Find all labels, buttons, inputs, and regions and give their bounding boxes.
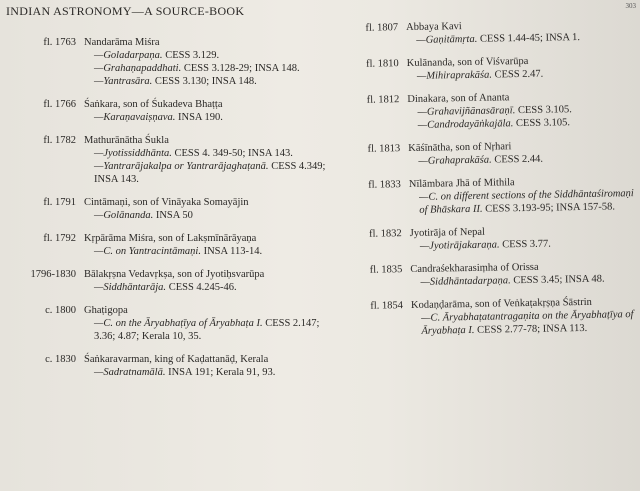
entry-date: fl. 1854	[370, 300, 404, 312]
astronomer-entry	[6, 36, 326, 88]
entry-date: fl. 1835	[369, 264, 403, 276]
work-reference	[418, 151, 640, 168]
work-title: —C. on the Āryabhaṭīya of Āryabhaṭa I.	[94, 318, 263, 329]
citation: CESS 1.44-45; INSA 1.	[477, 32, 581, 45]
citation: CESS 3.77.	[499, 238, 551, 251]
entry-date: fl. 1782	[43, 135, 76, 146]
citation: CESS 3.45; INSA 48.	[510, 273, 605, 287]
work-title: —C. Āryabhaṭatantragaṇita on the Āryabhaṭīya of Āryabhaṭa I.	[421, 309, 634, 337]
right-column	[352, 17, 640, 349]
citation: INSA 50	[153, 210, 193, 221]
entry-name: Kṛpārāma Miśra, son of Lakṣmīnārāyaṇa	[84, 233, 257, 244]
work-reference	[94, 147, 326, 160]
entry-name: Ghaṭigopa	[84, 305, 128, 316]
entry-date: fl. 1812	[366, 94, 400, 106]
entry-name: Dinakara, son of Ananta	[407, 92, 510, 106]
work-title: —Yantrarājakalpa or Yantrarājaghaṭanā.	[94, 161, 269, 172]
entry-name: Kodaṇḍarāma, son of Veṅkaṭakṛṣṇa Śāstrin	[410, 296, 592, 312]
work-title: —Sadratnamālā.	[94, 367, 166, 378]
work-title: —Karaṇavaiṣṇava.	[94, 112, 176, 123]
entry-name: Candraśekharasiṃha of Orissa	[410, 261, 539, 276]
citation: CESS 4.245-46.	[166, 282, 237, 293]
entry-name: Nīlāmbara Jhā of Mithila	[408, 177, 515, 191]
citation: CESS 3.128-29; INSA 148.	[181, 63, 300, 74]
work-reference	[94, 245, 326, 258]
page-number: 303	[625, 2, 636, 10]
work-title: —Jyotissiddhānta.	[94, 148, 172, 159]
work-reference	[94, 160, 326, 186]
astronomer-entry	[355, 174, 640, 218]
citation: CESS 2.77-78; INSA 113.	[474, 322, 588, 336]
astronomer-entry	[353, 53, 640, 84]
work-reference	[94, 281, 326, 294]
work-reference	[94, 111, 326, 124]
astronomer-entry	[6, 232, 326, 258]
entry-name: Mathurānātha Śukla	[84, 135, 169, 146]
astronomer-entry	[357, 295, 640, 339]
entry-date: c. 1830	[45, 354, 76, 365]
astronomer-entry	[356, 259, 640, 290]
entry-date: fl. 1792	[43, 233, 76, 244]
entry-date: fl. 1807	[365, 22, 399, 34]
citation: CESS 3.105.	[513, 117, 571, 130]
entry-date: fl. 1813	[367, 143, 401, 155]
citation: CESS 2.44.	[491, 153, 544, 166]
citation: INSA 190.	[175, 112, 223, 123]
work-reference	[94, 75, 326, 88]
work-title: —C. on different sections of the Siddhāntaśiromaṇi of Bhāskara II.	[418, 188, 634, 216]
citation: CESS 2.47.	[491, 68, 544, 81]
citation: INSA 191; Kerala 91, 93.	[165, 367, 276, 378]
work-title: —Mihiraprakāśa.	[416, 69, 493, 82]
work-title: —Siddhāntarāja.	[94, 282, 167, 293]
entry-name: Śaṅkara, son of Śukadeva Bhaṭṭa	[84, 99, 223, 110]
running-header: INDIAN ASTRONOMY—A SOURCE-BOOK	[6, 4, 245, 18]
work-reference	[94, 49, 326, 62]
astronomer-entry	[6, 134, 326, 186]
citation: CESS 2.147; 3.36; 4.87; Kerala 10, 35.	[94, 318, 320, 342]
work-reference	[418, 115, 640, 132]
astronomer-entry	[6, 196, 326, 222]
work-title: —Goladarpaṇa.	[94, 50, 163, 61]
entry-name: Abbaya Kavi	[406, 21, 462, 34]
work-title: —Siddhāntadarpaṇa.	[420, 275, 511, 288]
entry-name: Cintāmaṇi, son of Vināyaka Somayājin	[84, 197, 249, 208]
citation: CESS 3.105.	[515, 104, 572, 117]
entry-name: Jyotirāja of Nepal	[409, 226, 486, 240]
work-reference	[421, 308, 640, 338]
left-column	[6, 36, 326, 389]
entry-name: Kulānanda, son of Viśvarūpa	[406, 55, 529, 70]
entry-date: fl. 1810	[365, 58, 399, 70]
work-title: —Grahaṇapaddhati.	[94, 63, 182, 74]
astronomer-entry	[6, 98, 326, 124]
entry-date: fl. 1763	[43, 37, 76, 48]
work-title: —Grahaprakāśa.	[418, 154, 492, 167]
entry-date: 1796-1830	[30, 269, 76, 280]
entry-date: fl. 1766	[43, 99, 76, 110]
entry-name: Śaṅkaravarman, king of Kaḍattanāḍ, Kerala	[84, 354, 269, 365]
entry-date: c. 1800	[45, 305, 76, 316]
work-reference	[420, 272, 640, 289]
work-reference	[94, 366, 326, 379]
citation: INSA 113-14.	[200, 246, 263, 257]
citation: CESS 4.349; INSA 143.	[94, 161, 326, 185]
work-title: —Yantrasāra.	[94, 76, 153, 87]
citation: CESS 3.129.	[162, 50, 220, 61]
entry-name: Nandarāma Miśra	[84, 37, 160, 48]
entry-date: fl. 1833	[368, 179, 401, 191]
work-reference	[94, 62, 326, 75]
citation: CESS 4. 349-50; INSA 143.	[171, 148, 293, 159]
work-title: —Golānanda.	[94, 210, 154, 221]
work-reference	[94, 209, 326, 222]
work-reference	[417, 66, 640, 83]
work-title: —Candrodayāṅkajāla.	[417, 118, 514, 131]
work-title: —Jyotirājakaraṇa.	[419, 239, 500, 252]
entry-date: fl. 1791	[43, 197, 76, 208]
astronomer-entry	[6, 268, 326, 294]
astronomer-entry	[6, 353, 326, 379]
work-reference	[419, 187, 640, 217]
entry-name: Kāśīnātha, son of Nṛhari	[408, 141, 512, 155]
work-title: —C. on Yantracintāmaṇi.	[94, 246, 201, 257]
work-title: —Grahavijñānasāraṇī.	[417, 105, 516, 118]
citation: CESS 3.130; INSA 148.	[152, 76, 257, 87]
entry-name: Bālakṛṣna Vedavṛkṣa, son of Jyotiḥsvarūpa	[84, 269, 265, 280]
astronomer-entry	[356, 223, 640, 254]
work-reference	[94, 317, 326, 343]
astronomer-entry	[6, 304, 326, 343]
astronomer-entry	[354, 138, 640, 169]
citation: CESS 3.193-95; INSA 157-58.	[482, 201, 616, 215]
astronomer-entry	[352, 17, 640, 48]
work-reference	[420, 236, 640, 253]
work-reference	[416, 30, 640, 47]
astronomer-entry	[353, 89, 640, 133]
work-title: —Gaṇitāmṛta.	[416, 33, 478, 46]
entry-date: fl. 1832	[368, 228, 402, 240]
